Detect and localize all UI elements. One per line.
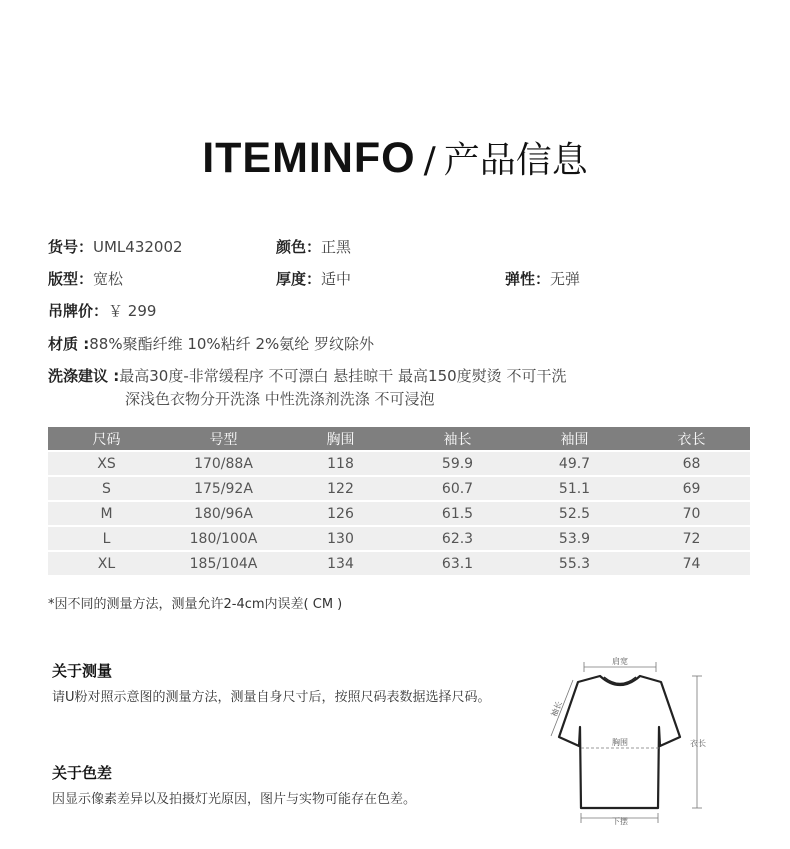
table-row — [48, 476, 750, 501]
table-cell: 62.3 — [399, 526, 516, 551]
elasticity-value: 无弹 — [550, 270, 581, 288]
table-cell: 49.7 — [516, 451, 633, 476]
material-info — [48, 333, 374, 354]
table-cell: 122 — [282, 476, 399, 501]
fit-label: 版型： — [48, 270, 94, 288]
table-cell: 180/96A — [165, 501, 282, 526]
table-cell: 118 — [282, 451, 399, 476]
table-cell: 180/100A — [165, 526, 282, 551]
table-cell: 185/104A — [165, 551, 282, 575]
hem-label: 下摆 — [612, 817, 628, 826]
table-cell: 70 — [633, 501, 750, 526]
measure-title: 关于测量 — [52, 662, 113, 680]
table-cell: 61.5 — [399, 501, 516, 526]
shoulder-label: 肩宽 — [612, 657, 628, 666]
color-diff-text: 因显示像素差异以及拍摄灯光原因，图片与实物可能存在色差。 — [52, 792, 417, 807]
material-value: 88%聚酯纤维 10%粘纤 2%氨纶 罗纹除外 — [89, 335, 375, 353]
color-label: 颜色： — [276, 238, 322, 256]
price-label: 吊牌价： — [48, 302, 109, 320]
size-table-header — [48, 427, 750, 451]
thickness-info — [276, 268, 351, 289]
table-cell: L — [48, 526, 165, 551]
header-sleeve-length: 袖长 — [399, 427, 516, 451]
elasticity-label: 弹性： — [505, 270, 551, 288]
title-chinese: 产品信息 — [443, 140, 588, 181]
table-row — [48, 551, 750, 575]
table-cell: S — [48, 476, 165, 501]
thickness-label: 厚度： — [276, 270, 322, 288]
washing-info — [48, 365, 566, 386]
header-chest: 胸围 — [282, 427, 399, 451]
price-value: ￥ 299 — [108, 302, 157, 320]
table-cell: 59.9 — [399, 451, 516, 476]
table-cell: 69 — [633, 476, 750, 501]
washing-value-line1: 最高30度-非常缓程序 不可漂白 悬挂晾干 最高150度熨烫 不可干洗 — [119, 367, 567, 385]
title-english: ITEMINFO — [202, 134, 416, 182]
table-cell: 52.5 — [516, 501, 633, 526]
table-cell: 126 — [282, 501, 399, 526]
table-row — [48, 526, 750, 551]
table-cell: 51.1 — [516, 476, 633, 501]
size-table — [48, 427, 750, 575]
price-info — [48, 300, 156, 321]
table-cell: 53.9 — [516, 526, 633, 551]
title-separator: / — [423, 140, 436, 181]
page-title — [0, 132, 790, 183]
thickness-value: 适中 — [321, 270, 352, 288]
fit-info — [48, 268, 123, 289]
length-label: 衣长 — [690, 739, 706, 748]
item-number-value: UML432002 — [93, 238, 183, 256]
color-value: 正黑 — [321, 238, 352, 256]
elasticity-info — [505, 268, 580, 289]
washing-label: 洗涤建议 : — [48, 367, 120, 385]
header-model: 号型 — [165, 427, 282, 451]
measurement-note: *因不同的测量方法，测量允许2-4cm内误差( CM ) — [48, 597, 343, 612]
table-cell: 74 — [633, 551, 750, 575]
header-length: 衣长 — [633, 427, 750, 451]
table-row — [48, 501, 750, 526]
table-cell: 60.7 — [399, 476, 516, 501]
sleeve-label: 袖长 — [549, 699, 564, 719]
material-label: 材质 : — [48, 335, 90, 353]
table-cell: 134 — [282, 551, 399, 575]
header-sleeve-width: 袖围 — [516, 427, 633, 451]
fit-value: 宽松 — [93, 270, 124, 288]
table-cell: 68 — [633, 451, 750, 476]
table-cell: XL — [48, 551, 165, 575]
table-row — [48, 451, 750, 476]
item-number-label: 货号： — [48, 238, 94, 256]
table-cell: 130 — [282, 526, 399, 551]
table-cell: 72 — [633, 526, 750, 551]
table-cell: 63.1 — [399, 551, 516, 575]
measure-text: 请U粉对照示意图的测量方法，测量自身尺寸后，按照尺码表数据选择尺码。 — [52, 690, 491, 705]
table-cell: 170/88A — [165, 451, 282, 476]
color-info — [276, 236, 351, 257]
header-size: 尺码 — [48, 427, 165, 451]
tshirt-measure-diagram — [535, 650, 715, 832]
item-number — [48, 236, 183, 257]
table-cell: XS — [48, 451, 165, 476]
washing-value-line2: 深浅色衣物分开洗涤 中性洗涤剂洗涤 不可浸泡 — [125, 390, 435, 408]
color-diff-title: 关于色差 — [52, 764, 113, 782]
table-cell: 55.3 — [516, 551, 633, 575]
table-cell: 175/92A — [165, 476, 282, 501]
table-cell: M — [48, 501, 165, 526]
chest-label: 胸围 — [612, 738, 628, 747]
